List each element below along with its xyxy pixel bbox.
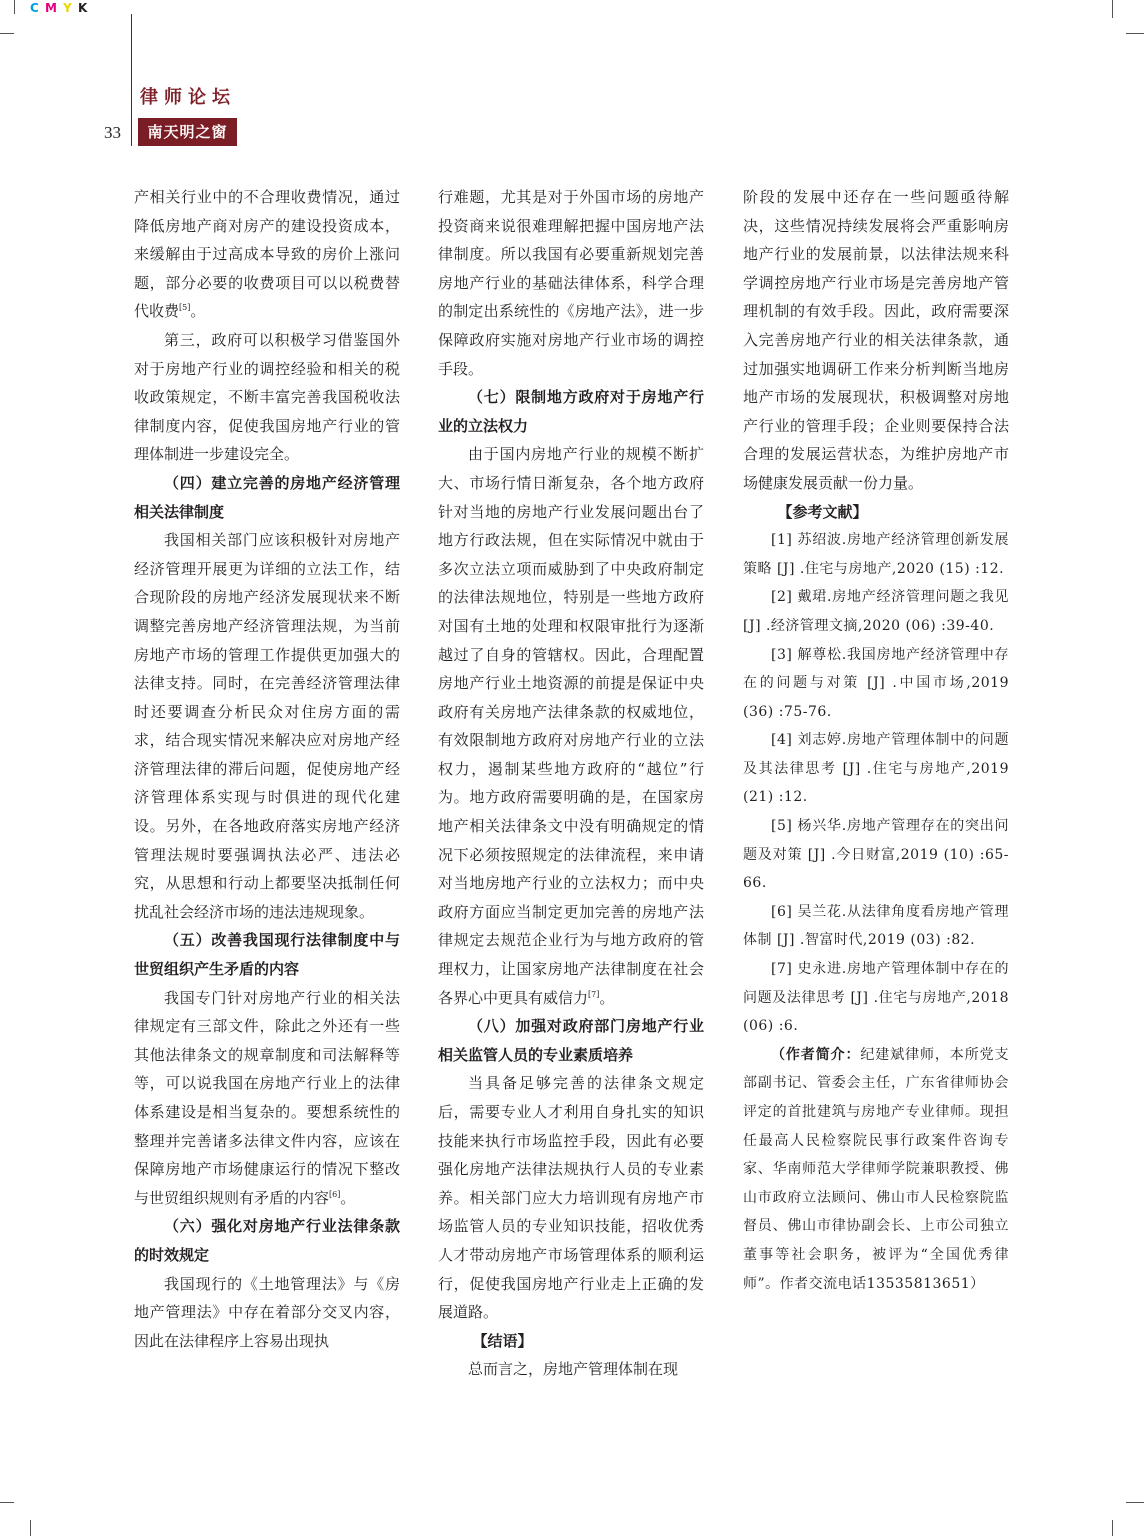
cmyk-y: Y (63, 1, 73, 15)
paragraph: 行难题，尤其是对于外国市场的房地产投资商来说很难理解把握中国房地产法律制度。所以我国有必要重新规划完善房地产行业的基础法律体系，科学合理的制定出系统性的《房地产法》，进一步保障政府实施对房地产行业市场的调控手段。 (438, 188, 704, 378)
section-title: 律师论坛 (140, 87, 236, 108)
crop-mark (1126, 33, 1144, 34)
reference-item: [7] 史永进.房地产管理体制中存在的问题及法律思考 [J] .住宅与房地产,2018 (06) :6. (743, 961, 1009, 1035)
page-number: 33 (104, 123, 121, 142)
paragraph: 第三，政府可以积极学习借鉴国外对于房地产行业的调控经验和相关的税收政策规定，不断丰富完善我国税收法律制度内容，促使我国房地产行业的管理体制进一步建设完全。 (134, 330, 400, 464)
paragraph: 当具备足够完善的法律条文规定后，需要专业人才利用自身扎实的知识技能来执行市场监控手段，因此有必要强化房地产法律法规执行人员的专业素养。相关部门应大力培训现有房地产市场监管人员的专业知识技能，招收优秀人才带动房地产市场管理体系的顺利运行，促使我国房地产行业走上正确的发展道路。 (438, 1074, 704, 1322)
paragraph: 总而言之，房地产管理体制在现 (468, 1360, 679, 1379)
cmyk-m: M (45, 1, 58, 15)
crop-mark (14, 0, 15, 14)
paragraph: 我国专门针对房地产行业的相关法律规定有三部文件，除此之外还有一些其他法律条文的规章制度和司法解释等等，可以说我国在房地产行业上的法律体系建设是相当复杂的。要想系统性的整理并完善诸多法律文件内容，应该在保障房地产市场健康运行的情况下整改与世贸组织规则有矛盾的内容[6]。 (134, 988, 400, 1207)
section-heading: （五）改善我国现行法律制度中与世贸组织产生矛盾的内容 (134, 931, 400, 979)
reference-item: [5] 杨兴华.房地产管理存在的突出问题及对策 [J] .今日财富,2019 (10) :65-66. (743, 818, 1009, 892)
cmyk-c: C (30, 1, 40, 15)
crop-mark (1126, 1502, 1144, 1503)
reference-item: [3] 解尊松.我国房地产经济管理中存在的问题与对策 [J] .中国市场,2019 (36) :75-76. (743, 646, 1009, 720)
references-heading: 【参考文献】 (777, 502, 868, 521)
section-heading: （四）建立完善的房地产经济管理相关法律制度 (134, 473, 400, 521)
section-heading: （六）强化对房地产行业法律条款的时效规定 (134, 1217, 400, 1264)
crop-mark (30, 1520, 31, 1536)
conclusion-heading: 【结语】 (472, 1331, 533, 1350)
crop-mark (0, 1502, 14, 1503)
column-1 (134, 183, 400, 1355)
column-2 (438, 183, 704, 1384)
header-divider (131, 14, 132, 146)
crop-mark (1112, 0, 1113, 18)
column-3 (743, 183, 1009, 1298)
reference-item: [2] 戴珺.房地产经济管理问题之我见 [J] .经济管理文摘,2020 (06) :39-40. (743, 589, 1009, 634)
section-heading: （七）限制地方政府对于房地产行业的立法权力 (438, 388, 704, 435)
reference-item: [1] 苏绍波.房地产经济管理创新发展策略 [J] .住宅与房地产,2020 (15) :12. (743, 532, 1009, 577)
reference-item: [4] 刘志婷.房地产管理体制中的问题及其法律思考 [J] .住宅与房地产,2019 (21) :12. (743, 732, 1009, 806)
paragraph: 我国现行的《土地管理法》与《房地产管理法》中存在着部分交叉内容，因此在法律程序上容易出现执 (134, 1274, 400, 1350)
author-bio-label: （作者简介： (771, 1046, 861, 1063)
column-banner: 南天明之窗 (138, 118, 237, 146)
crop-mark (1112, 1520, 1113, 1536)
paragraph: 产相关行业中的不合理收费情况，通过降低房地产商对房产的建设投资成本，来缓解由于过高成本导致的房价上涨问题，部分必要的收费项目可以以税费替代收费[5]。 (134, 188, 400, 321)
citation-ref: [7] (588, 989, 600, 999)
section-heading: （八）加强对政府部门房地产行业相关监管人员的专业素质培养 (438, 1017, 704, 1064)
paragraph: 我国相关部门应该积极针对房地产经济管理开展更为详细的立法工作，结合现阶段的房地产经济发展现状来不断调整完善房地产经济管理法规，为当前房地产市场的管理工作提供更加强大的法律支持。同时，在完善经济管理法律时还要调查分析民众对住房方面的需求，结合现实情况来解决应对房地产经济管理法律的滞后问题，促使房地产经济管理体系实现与时俱进的现代化建设。另外，在各地政府落实房地产经济管理法规时要强调执法必严、违法必究，从思想和行动上都要坚决抵制任何扰乱社会经济市场的违法违规现象。 (134, 531, 400, 921)
citation-ref: [6] (329, 1189, 341, 1199)
cmyk-k: K (78, 1, 89, 15)
paragraph: 阶段的发展中还存在一些问题亟待解决，这些情况持续发展将会严重影响房地产行业的发展前景，以法律法规来科学调控房地产行业市场是完善房地产管理机制的有效手段。因此，政府需要深入完善房地产行业的相关法律条款，通过加强实地调研工作来分析判断当地房地产市场的发展现状，积极调整对房地产行业的管理手段；企业则要保持合法合理的发展运营状态，为维护房地产市场健康发展贡献一份力量。 (743, 188, 1009, 492)
cmyk-registration (30, 1, 88, 15)
author-bio: （作者简介：纪建斌律师，本所党支部副书记、管委会主任，广东省律师协会评定的首批建筑与房地产专业律师。现担任最高人民检察院民事行政案件咨询专家、华南师范大学律师学院兼职教授、佛山市政府立法顾问、佛山市人民检察院监督员、佛山市律协副会长、上市公司独立董事等社会职务，被评为“全国优秀律师”。作者交流电话13535813651） (743, 1046, 1010, 1292)
crop-mark (0, 33, 14, 34)
reference-item: [6] 吴兰花.从法律角度看房地产管理体制 [J] .智富时代,2019 (03) :82. (743, 903, 1009, 949)
paragraph: 由于国内房地产行业的规模不断扩大、市场行情日渐复杂，各个地方政府针对当地的房地产行业发展问题出台了地方行政法规，但在实际情况中就由于多次立法立项而威胁到了中央政府制定的法律法规地位，特别是一些地方政府对国有土地的处理和权限审批行为逐渐越过了自身的管辖权。因此，合理配置房地产行业土地资源的前提是保证中央政府有关房地产法律条款的权威地位，有效限制地方政府对房地产行业的立法权力，遏制某些地方政府的“越位”行为。地方政府需要明确的是，在国家房地产相关法律条文中没有明确规定的情况下必须按照规定的法律流程，来申请对当地房地产行业的立法权力；而中央政府方面应当制定更加完善的房地产法律规定去规范企业行为与地方政府的管理权力，让国家房地产法律制度在社会各界心中更具有威信力[7]。 (438, 445, 704, 1007)
citation-ref: [5] (179, 303, 191, 313)
